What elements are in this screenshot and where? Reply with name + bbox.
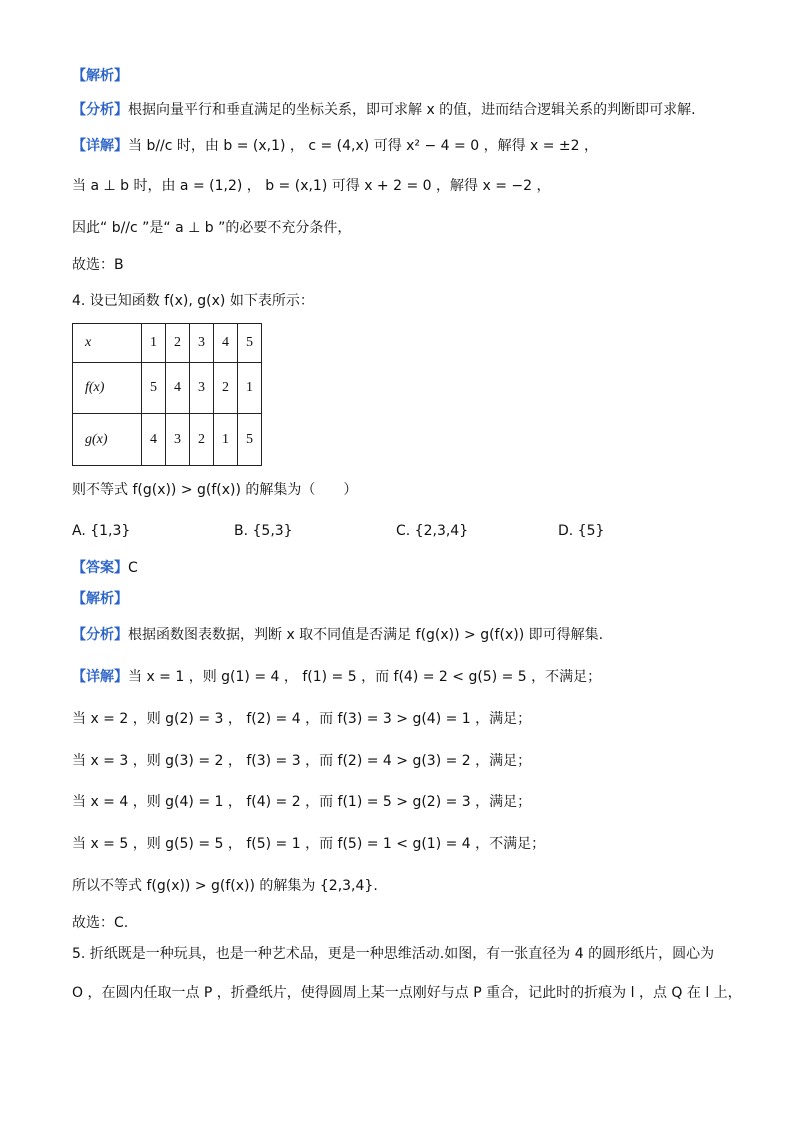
q3-detail-1: 当 b//c 时，由 b = (x,1) ， c = (4,x) 可得 x² − 4 = 0 ，解得 x = ±2 ， — [128, 138, 599, 154]
q4-case-3: 当 x = 3 ，则 g(3) = 2 ， f(3) = 3 ，而 f(2) = 4 > g(3) = 2 ，满足； — [72, 753, 532, 769]
q4-stem: 4. 设已知函数 f(x), g(x) 如下表所示： — [72, 293, 314, 309]
table-row-g — [73, 414, 262, 466]
q4-conclusion: 所以不等式 f(g(x)) > g(f(x)) 的解集为 {2,3,4}. — [72, 878, 378, 894]
q4-jiexi-heading — [72, 589, 754, 609]
table-header-f: f(x) — [73, 363, 142, 414]
q3-xiangjie-line1 — [72, 136, 754, 156]
fenxi-tag: 【分析】 — [72, 102, 128, 118]
xiangjie-tag: 【详解】 — [72, 669, 128, 685]
table-header-x: x — [73, 324, 142, 363]
table-cell: 1 — [238, 363, 262, 414]
table-cell: 1 — [214, 414, 238, 466]
fenxi-tag: 【分析】 — [72, 627, 128, 643]
table-cell: 4 — [166, 363, 190, 414]
daan-tag: 【答案】 — [72, 560, 128, 576]
table-cell: 3 — [190, 324, 214, 363]
table-cell: 5 — [238, 414, 262, 466]
q3-detail-line3: 因此“ b//c ”是“ a ⊥ b ”的必要不充分条件， — [72, 220, 352, 236]
q3-detail-line2: 当 a ⊥ b 时，由 a = (1,2) ， b = (x,1) 可得 x + 2 = 0 ，解得 x = −2 ， — [72, 178, 551, 194]
table-cell: 5 — [142, 363, 166, 414]
q3-fenxi-line — [72, 100, 754, 120]
q4-answer-value: C — [128, 560, 138, 576]
table-cell: 5 — [238, 324, 262, 363]
option-b[interactable]: B. {5,3} — [234, 523, 293, 539]
table-cell: 4 — [214, 324, 238, 363]
q3-answer-line: 故选：B — [72, 257, 124, 273]
q5-stem-line2: O ，在圆内任取一点 P ，折叠纸片，使得圆周上某一点刚好与点 P 重合，记此时的折痕为 l ，点 Q 在 l 上， — [72, 985, 742, 1001]
table-cell: 3 — [166, 414, 190, 466]
q4-case-2: 当 x = 2 ，则 g(2) = 3 ， f(2) = 4 ，而 f(3) = 3 > g(4) = 1 ，满足； — [72, 711, 532, 727]
q4-xiangjie-line1 — [72, 667, 754, 687]
q3-jiexi-heading — [72, 66, 754, 86]
q4-fenxi-text: 根据函数图表数据，判断 x 取不同值是否满足 f(g(x)) > g(f(x)) 即可得解集. — [128, 627, 604, 643]
q4-question: 则不等式 f(g(x)) > g(f(x)) 的解集为（ ） — [72, 482, 358, 498]
function-table — [72, 323, 262, 466]
table-cell: 2 — [214, 363, 238, 414]
option-d[interactable]: D. {5} — [558, 523, 605, 539]
q5-stem-line1: 5. 折纸既是一种玩具，也是一种艺术品，更是一种思维活动.如图，有一张直径为 4 的圆形纸片，圆心为 — [72, 946, 715, 962]
table-cell: 4 — [142, 414, 166, 466]
q4-case-1: 当 x = 1 ，则 g(1) = 4 ， f(1) = 5 ，而 f(4) = 2 < g(5) = 5 ，不满足； — [128, 669, 602, 685]
jiexi-tag: 【解析】 — [72, 591, 128, 607]
table-row-f — [73, 363, 262, 414]
table-cell: 2 — [190, 414, 214, 466]
q4-answer-line: 故选：C. — [72, 915, 129, 931]
jiexi-tag: 【解析】 — [72, 68, 128, 84]
q4-answer — [72, 558, 754, 578]
table-cell: 1 — [142, 324, 166, 363]
q4-case-5: 当 x = 5 ，则 g(5) = 5 ， f(5) = 1 ，而 f(5) = 1 < g(1) = 4 ，不满足； — [72, 836, 546, 852]
q4-options — [72, 521, 754, 541]
q4-case-4: 当 x = 4 ，则 g(4) = 1 ， f(4) = 2 ，而 f(1) = 5 > g(2) = 3 ，满足； — [72, 794, 532, 810]
table-header-g: g(x) — [73, 414, 142, 466]
q4-fenxi-line — [72, 625, 754, 645]
table-row-x — [73, 324, 262, 363]
q3-fenxi-text: 根据向量平行和垂直满足的坐标关系，即可求解 x 的值，进而结合逻辑关系的判断即可求解. — [128, 102, 696, 118]
table-cell: 2 — [166, 324, 190, 363]
option-c[interactable]: C. {2,3,4} — [396, 523, 469, 539]
xiangjie-tag: 【详解】 — [72, 138, 128, 154]
table-cell: 3 — [190, 363, 214, 414]
option-a[interactable]: A. {1,3} — [72, 523, 131, 539]
